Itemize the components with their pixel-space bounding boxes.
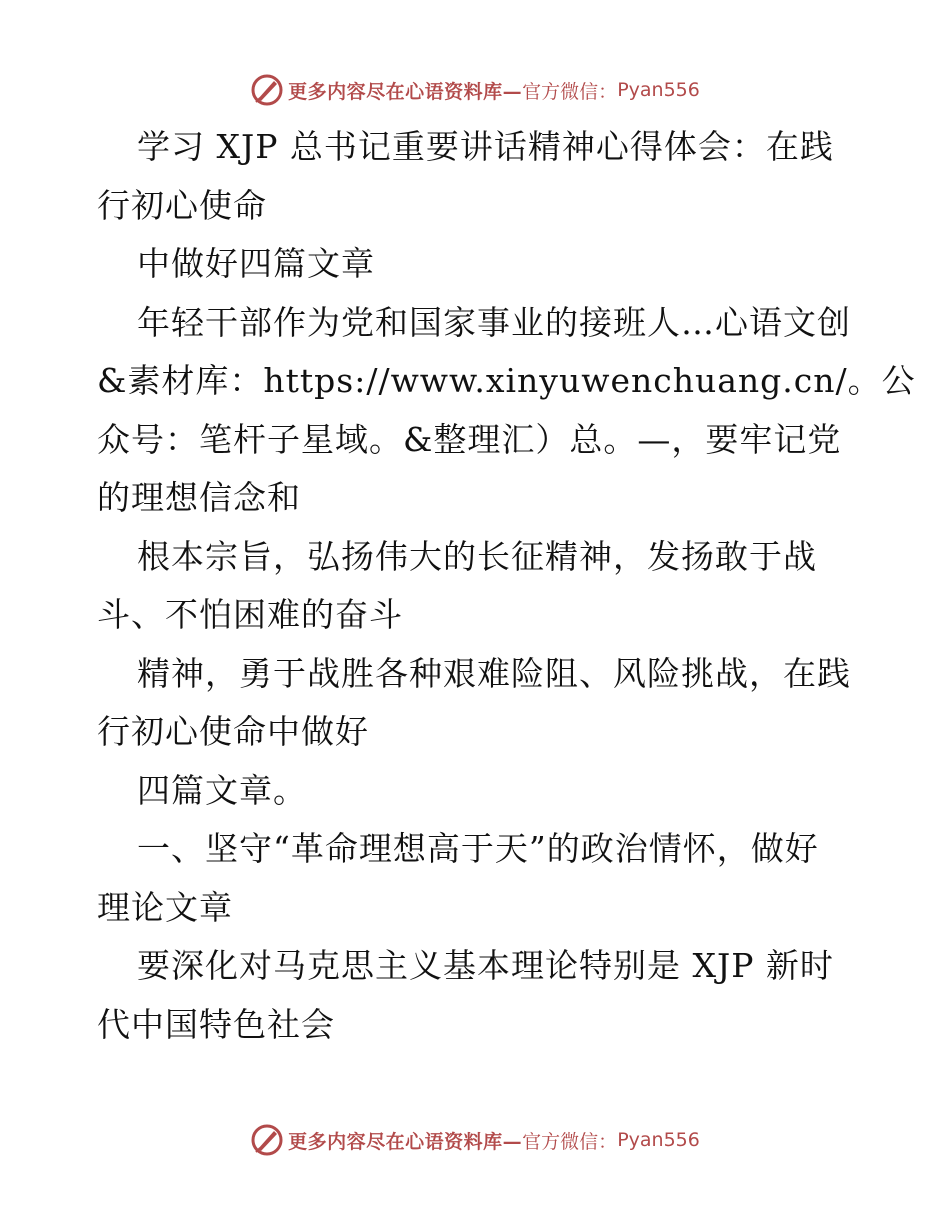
banner-text: 更多内容尽在心语资料库— [288,80,523,103]
banner-wechat-label: 官方微信： [522,1130,618,1153]
text-line: 的理想信念和 [97,478,301,517]
banner-wechat-id: Pyan556 [617,79,700,101]
banner-wechat-id: Pyan556 [617,1129,700,1151]
header-banner [0,70,950,110]
text-line: 要深化对马克思主义基本理论特别是 XJP 新时 [137,946,834,985]
banner-text: 更多内容尽在心语资料库— [288,1130,523,1153]
text-line: 四篇文章。 [137,770,307,810]
red-quill-logo-icon [250,73,284,107]
text-line: 众号：笔杆子星域。&整理汇）总。—，要牢记党 [97,419,842,459]
text-line: 代中国特色社会 [97,1004,335,1044]
text-line: 理论文章 [97,887,233,927]
red-quill-logo-icon [250,1123,284,1157]
text-line: 行初心使命中做好 [97,712,369,751]
text-line: 斗、不怕困难的奋斗 [97,595,403,634]
text-line: 行初心使命 [97,185,267,225]
document-body [97,118,916,1054]
text-line: 一、坚守“革命理想高于天”的政治情怀，做好 [137,829,819,868]
text-line: 精神，勇于战胜各种艰难险阻、风险挑战，在践 [137,653,851,693]
text-line: 年轻干部作为党和国家事业的接班人…心语文创 [137,302,851,342]
text-line: &素材库：https://www.xinyuwenchuang.cn/。公 [97,361,916,400]
text-line: 根本宗旨，弘扬伟大的长征精神，发扬敢于战 [137,536,817,576]
text-line: 中做好四篇文章 [137,244,375,283]
banner-wechat-label: 官方微信： [522,80,618,103]
footer-banner [0,1120,950,1160]
text-line: 学习 XJP 总书记重要讲话精神心得体会：在践 [137,127,834,166]
